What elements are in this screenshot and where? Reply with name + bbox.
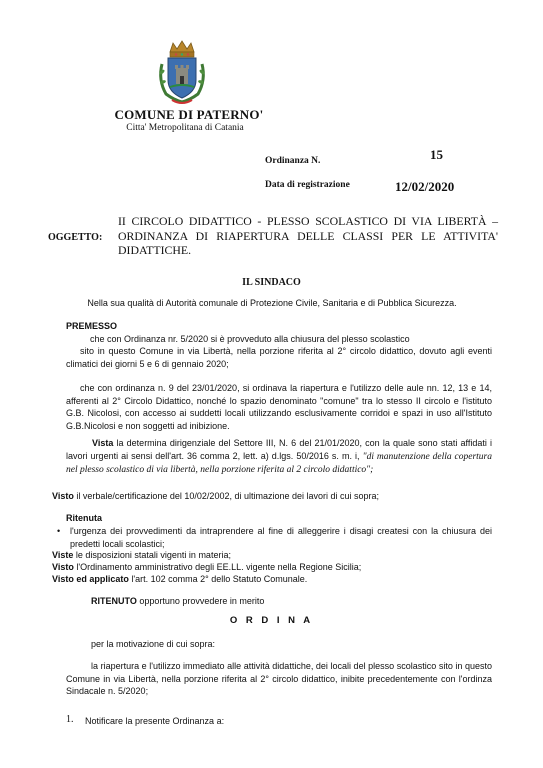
- ritenuto-label: RITENUTO: [91, 596, 137, 606]
- vista-label: Vista: [92, 438, 114, 448]
- ordinanza-number: 15: [430, 147, 443, 162]
- visto-text-3: l'art. 102 comma 2° dello Statuto Comunale.: [131, 574, 308, 584]
- ritenuta-bullet: • l'urgenza dei provvedimenti da intraprendere al fine di alleggerire i disagi createsi con la chiusura dei predetti locali scolastici;: [52, 525, 492, 550]
- ordina-heading: O R D I N A: [229, 615, 314, 626]
- visto-paragraph-2: [52, 561, 492, 574]
- viste-label: Viste: [52, 550, 74, 560]
- premesso-paragraph-1: sito in questo Comune in via Libertà, nella porzione riferita al 2° circolo didattico, dovuto agli eventi climatici dei giorni 5 e 6 di gennaio 2020;: [66, 346, 492, 369]
- registration-date: 12/02/2020: [395, 179, 455, 194]
- viste-text: le disposizioni statali vigenti in materia;: [75, 550, 231, 560]
- riapertura-paragraph: la riapertura e l'utilizzo immediato alle attività didattiche, dei locali del plesso scolastico sito in questo Comune in via Libertà, nella porzione riferita al 2° circolo didattico, inibite precedentemente con l'ordinza Sindacale n. 5/2020;: [66, 661, 492, 696]
- numbered-item-text: Notificare la presente Ordinanza a:: [85, 716, 225, 726]
- ritenuto-text: opportuno provvedere in merito: [139, 596, 265, 606]
- vista-paragraph: [66, 437, 492, 477]
- visto-paragraph-3: [52, 573, 492, 586]
- ordinanza-label: Ordinanza N.: [265, 156, 321, 166]
- town-coat-of-arms-icon: [152, 40, 212, 106]
- premesso-label: PREMESSO: [66, 321, 118, 331]
- citta-subtitle: Citta' Metropolitana di Catania: [126, 123, 244, 133]
- vista-quote: "di manutenzione della copertura nel plesso scolastico di via libertà, nella porzione riferita al 2 circolo didattico";: [66, 451, 492, 475]
- oggetto-text: II CIRCOLO DIDATTICO - PLESSO SCOLASTICO DI VIA LIBERTÀ – ORDINANZA DI RIAPERTURA DELLE CLASSI PER LE ATTIVITA' DIDATTICHE.: [118, 214, 498, 257]
- visto-label-2: Visto: [52, 562, 74, 572]
- registration-label: Data di registrazione: [265, 180, 350, 190]
- vista-text: la determina dirigenziale del Settore III, N. 6 del 21/01/2020, con la quale sono stati affidati i lavori urgenti ai sensi dell'art. 36 comma 2, lett. a) d.lgs. 50/2016 s. m. i,: [66, 438, 492, 461]
- ritenuto-paragraph: [91, 595, 491, 608]
- intro-paragraph: Nella sua qualità di Autorità comunale di Protezione Civile, Sanitaria e di Pubblica Sicurezza.: [87, 298, 457, 308]
- ritenuta-list: [52, 525, 492, 550]
- visto-text-2: l'Ordinamento amministrativo degli EE.LL. vigente nella Regione Sicilia;: [76, 562, 362, 572]
- motivazione-paragraph: per la motivazione di cui sopra:: [91, 639, 216, 649]
- ritenuta-label: Ritenuta: [66, 513, 102, 523]
- premesso-paragraph-2: che con ordinanza n. 9 del 23/01/2020, si ordinava la riapertura e l'utilizzo delle aule nn. 12, 13 e 14, afferenti al 2° Circolo Didattico, nonché lo spazio denominato "comune" tra lo stesso II circolo e l'istituto G.B. Nicolosi, con accesso ai suddetti locali utilizzando esclusivamente corridoi e spazi in uso all'Istituto G.B.Nicolosi e non soggetti ad inibizione.: [66, 383, 492, 431]
- comune-title: COMUNE DI PATERNO': [114, 107, 264, 122]
- visto-paragraph-1: [52, 490, 492, 503]
- sindaco-heading: IL SINDACO: [242, 277, 301, 288]
- oggetto-label: OGGETTO:: [48, 232, 103, 243]
- visto-label-3: Visto ed applicato: [52, 574, 129, 584]
- visto-label-1: Visto: [52, 491, 74, 501]
- visto-text-1: il verbale/certificazione del 10/02/2002, di ultimazione dei lavori di cui sopra;: [76, 491, 380, 501]
- viste-paragraph: [52, 549, 492, 562]
- premesso-lead: che con Ordinanza nr. 5/2020 si è provveduto alla chiusura del plesso scolastico: [90, 334, 410, 344]
- numbered-item-number: 1.: [66, 714, 74, 725]
